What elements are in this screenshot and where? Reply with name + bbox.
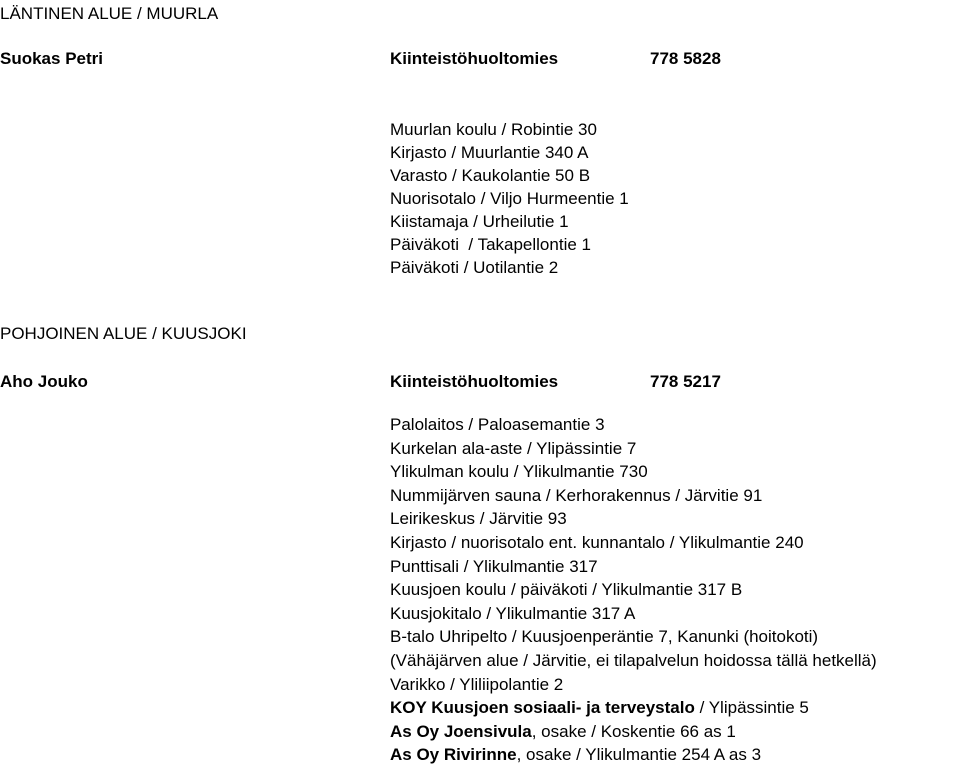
contact-name-aho: Aho Jouko — [0, 372, 88, 391]
list-item: Kurkelan ala-aste / Ylipässintie 7 — [390, 438, 637, 458]
list-item: Muurlan koulu / Robintie 30 — [390, 120, 597, 139]
site-list-muurla — [390, 118, 629, 279]
list-item: Leirikeskus / Järvitie 93 — [390, 509, 567, 529]
site-address: / Ylipässintie 5 — [694, 698, 809, 718]
contact-name-suokas: Suokas Petri — [0, 49, 103, 68]
list-item: Punttisali / Ylikulmantie 317 — [390, 556, 598, 576]
list-item: Kuusjoen koulu / päiväkoti / Ylikulmantie 317 B — [390, 580, 743, 600]
list-item — [390, 696, 877, 720]
list-item: Päiväkoti / Uotilantie 2 — [390, 258, 559, 277]
list-item: Kuusjokitalo / Ylikulmantie 317 A — [390, 603, 636, 623]
contact-role-aho: Kiinteistöhuoltomies — [390, 372, 559, 391]
list-item: Varasto / Kaukolantie 50 B — [390, 166, 591, 185]
contact-role-suokas: Kiinteistöhuoltomies — [390, 49, 559, 68]
site-list-kuusjoki — [390, 413, 877, 767]
list-item: Nummijärven sauna / Kerhorakennus / Järvitie 91 — [390, 485, 763, 505]
list-item: (Vähäjärven alue / Järvitie, ei tilapalvelun hoidossa tällä hetkellä) — [390, 650, 877, 670]
site-name-bold: As Oy Joensivula — [390, 721, 532, 741]
list-item — [390, 720, 877, 744]
contact-phone-suokas: 778 5828 — [650, 49, 721, 68]
list-item: Varikko / Yliliipolantie 2 — [390, 674, 564, 694]
list-item: Kirjasto / nuorisotalo ent. kunnantalo / Ylikulmantie 240 — [390, 532, 804, 552]
site-name-bold: KOY Kuusjoen sosiaali- ja terveystalo — [390, 698, 695, 718]
list-item: Kiistamaja / Urheilutie 1 — [390, 212, 569, 231]
list-item: B-talo Uhripelto / Kuusjoenperäntie 7, Kanunki (hoitokoti) — [390, 627, 819, 647]
list-item: Nuorisotalo / Viljo Hurmeentie 1 — [390, 189, 629, 208]
list-item: Palolaitos / Paloasemantie 3 — [390, 415, 605, 434]
site-name-bold: As Oy Rivirinne — [390, 745, 517, 765]
list-item: Ylikulman koulu / Ylikulmantie 730 — [390, 462, 648, 482]
list-item: Päiväkoti / Takapellontie 1 — [390, 235, 591, 254]
site-address: , osake / Ylikulmantie 254 A as 3 — [516, 745, 762, 765]
section-heading-kuusjoki: POHJOINEN ALUE / KUUSJOKI — [0, 324, 247, 343]
section-heading-muurla: LÄNTINEN ALUE / MUURLA — [0, 4, 219, 23]
list-item: Kirjasto / Muurlantie 340 A — [390, 143, 589, 162]
site-address: , osake / Koskentie 66 as 1 — [531, 721, 736, 741]
list-item — [390, 743, 877, 767]
contact-phone-aho: 778 5217 — [650, 372, 721, 391]
